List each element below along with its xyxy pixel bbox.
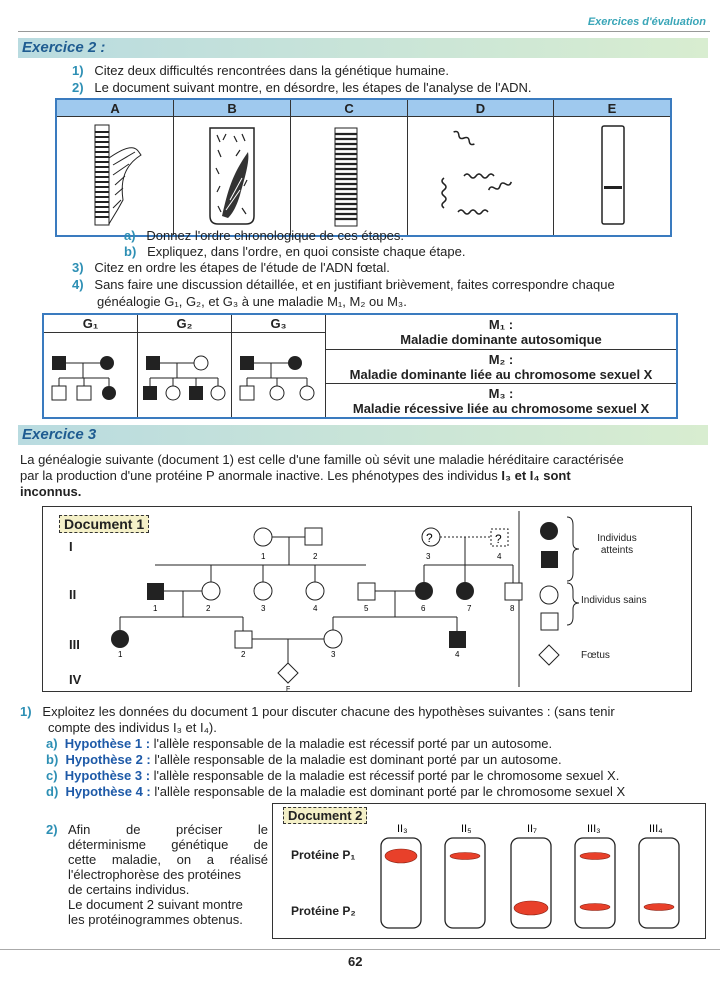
document-1-pedigree [42, 506, 692, 692]
hypothesis-item: b) Hypothèse 2 : l'allèle responsable de la maladie est dominant porté par un autosome. [46, 752, 562, 767]
protein-band [385, 849, 417, 863]
genealogy-header: G₁ [43, 314, 138, 333]
svg-text:2: 2 [241, 650, 246, 659]
step-header: E [553, 99, 671, 117]
genealogy-g2-diagram [138, 333, 232, 419]
individual-label: III₃ [587, 823, 601, 835]
document-2-label: Document 2 [283, 807, 367, 824]
maladie-m1: M₁ : Maladie dominante autosomique [326, 314, 678, 350]
running-title: Exercices d'évaluation [587, 16, 706, 28]
dna-analysis-steps-table [55, 98, 672, 237]
step-header: B [174, 99, 291, 117]
svg-text:3: 3 [426, 552, 431, 561]
header-rule [18, 31, 710, 32]
ex2-question-4-cont: généalogie G₁, G₂, et G₃ à une maladie M₁, M₂ ou M₃. [97, 294, 407, 309]
protein-band [580, 853, 610, 860]
step-e-image [553, 117, 671, 237]
hypothesis-item: a) Hypothèse 1 : l'allèle responsable de la maladie est récessif porté par un autosome. [46, 736, 553, 751]
svg-text:4: 4 [455, 650, 460, 659]
individual-label: II₇ [527, 823, 537, 835]
svg-text:6: 6 [421, 604, 426, 613]
generation-label: II [69, 587, 77, 602]
step-header: D [408, 99, 554, 117]
protein-band [580, 904, 610, 911]
protein-band [514, 901, 548, 915]
maladie-m2: M₂ : Maladie dominante liée au chromosome sexuel X [326, 350, 678, 384]
genealogy-g3-diagram [232, 333, 326, 419]
generation-label: III [69, 637, 80, 652]
protein-p2-label: Protéine P₂ [291, 904, 356, 918]
step-b-image [174, 117, 291, 237]
legend-affected: Individus atteints [597, 533, 637, 556]
exercise-3-banner [18, 425, 708, 445]
svg-text:7: 7 [467, 604, 472, 613]
ex2-question-1: 1) Citez deux difficultés rencontrées dans la génétique humaine. [72, 63, 449, 78]
svg-text:4: 4 [497, 552, 502, 561]
genealogy-header: G₃ [232, 314, 326, 333]
ex3-question-2-text: Afin de préciser le déterminisme génétique de cette maladie, on a réalisé l'électrophorèse des protéines de certains individus. Le document 2 suivant montre les protéinogrammes obtenus. [68, 822, 268, 927]
hypothesis-item: c) Hypothèse 3 : l'allèle responsable de la maladie est récessif porté par le chromosome sexuel X. [46, 768, 620, 783]
ex3-question-2-number: 2) [46, 822, 58, 837]
gel-lane [445, 838, 485, 928]
svg-text:1: 1 [153, 604, 158, 613]
ex2-question-4: 4) Sans faire une discussion détaillée, et en justifiant brièvement, faites correspondre chaque [72, 277, 615, 292]
ex3-question-1: 1) Exploitez les données du document 1 pour discuter chacune des hypothèses suivantes : (sans tenir compte des individus I₃ et I₄). [20, 704, 615, 735]
svg-text:2: 2 [313, 552, 318, 561]
ex2-question-2: 2) Le document suivant montre, en désordre, les étapes de l'analyse de l'ADN. [72, 80, 532, 95]
svg-text:5: 5 [364, 604, 369, 613]
step-c-image [291, 117, 408, 237]
gel-lane [575, 838, 615, 928]
svg-text:8: 8 [510, 604, 515, 613]
document-2-electrophoresis [272, 803, 706, 939]
protein-band [450, 853, 480, 860]
step-header: A [56, 99, 174, 117]
individual-label: III₄ [649, 823, 663, 835]
ex3-intro: La généalogie suivante (document 1) est celle d'une famille où sévit une maladie héréditaire caractérisée par la production d'une protéine P anormale inactive. Les phénotypes des individus I₃ et I₄ sont inconnus. [20, 452, 624, 499]
genealogy-header: G₂ [138, 314, 232, 333]
svg-text:1: 1 [261, 552, 266, 561]
step-a-image [56, 117, 174, 237]
ex2-question-2b: b) Expliquez, dans l'ordre, en quoi consiste chaque étape. [124, 244, 466, 259]
individual-label: II₃ [397, 823, 408, 835]
legend-healthy: Individus sains [581, 595, 647, 606]
page-number: 62 [348, 954, 363, 969]
generation-label: I [69, 539, 73, 554]
document-1-label: Document 1 [59, 515, 149, 533]
svg-text:3: 3 [331, 650, 336, 659]
svg-text:1: 1 [118, 650, 123, 659]
gel-lane [639, 838, 679, 928]
hypothesis-item: d) Hypothèse 4 : l'allèle responsable de la maladie est dominant porté par le chromosome sexuel X [46, 784, 626, 799]
step-header: C [291, 99, 408, 117]
exercise-2-title: Exercice 2 : [22, 39, 106, 56]
footer-rule [0, 949, 720, 950]
ex2-question-3: 3) Citez en ordre les étapes de l'étude de l'ADN fœtal. [72, 260, 390, 275]
fetus-label: F [286, 686, 291, 691]
genealogy-g1-diagram [43, 333, 138, 419]
genealogy-disease-table [42, 313, 678, 419]
exercise-3-title: Exercice 3 [22, 426, 97, 443]
ex2-question-2a: a) Donnez l'ordre chronologique de ces étapes. [124, 228, 405, 243]
hypotheses-list [46, 736, 625, 800]
maladie-m3: M₃ : Maladie récessive liée au chromosome sexuel X [326, 384, 678, 419]
generation-label: IV [69, 672, 82, 687]
protein-p1-label: Protéine P₁ [291, 848, 356, 862]
individual-label: II₅ [461, 823, 472, 835]
unknown-mark-i4: ? [495, 532, 502, 546]
unknown-mark-i3: ? [426, 531, 433, 545]
protein-band [644, 904, 674, 911]
svg-text:2: 2 [206, 604, 211, 613]
svg-text:3: 3 [261, 604, 266, 613]
step-d-image [408, 117, 554, 237]
legend-fetus: Fœtus [581, 650, 610, 661]
svg-text:4: 4 [313, 604, 318, 613]
exercise-2-banner [18, 38, 708, 58]
